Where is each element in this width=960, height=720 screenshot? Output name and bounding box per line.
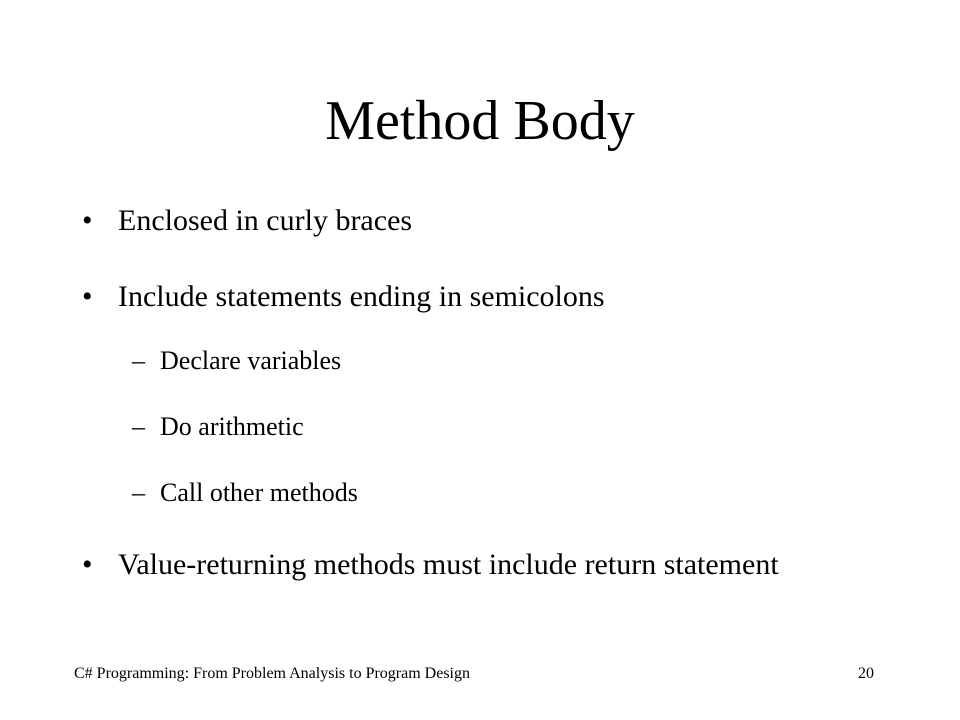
bullet-include-statements (82, 279, 822, 315)
sub-bullet-text: Declare variables (160, 346, 342, 375)
footer-source: C# Programming: From Problem Analysis to Program Design (74, 665, 470, 682)
slide-title: Method Body (325, 90, 635, 152)
sub-bullet-declare-variables (132, 345, 732, 377)
bullet-value-returning (82, 547, 812, 583)
bullet-marker: • (82, 548, 93, 581)
sub-bullet-marker: – (132, 346, 145, 375)
sub-bullet-text: Call other methods (160, 478, 358, 507)
page-number: 20 (858, 665, 874, 682)
sub-bullet-marker: – (132, 478, 145, 507)
sub-bullet-call-other-methods (132, 477, 732, 509)
bullet-marker: • (82, 280, 93, 313)
sub-bullet-marker: – (132, 412, 145, 441)
bullet-enclosed-braces (82, 203, 822, 239)
sub-bullet-text: Do arithmetic (160, 412, 304, 441)
bullet-text: Include statements ending in semicolons (118, 280, 605, 313)
bullet-marker: • (82, 204, 93, 237)
bullet-text: Enclosed in curly braces (118, 204, 413, 237)
bullet-text: Value-returning methods must include return statement (118, 548, 779, 581)
sub-bullet-do-arithmetic (132, 411, 732, 443)
